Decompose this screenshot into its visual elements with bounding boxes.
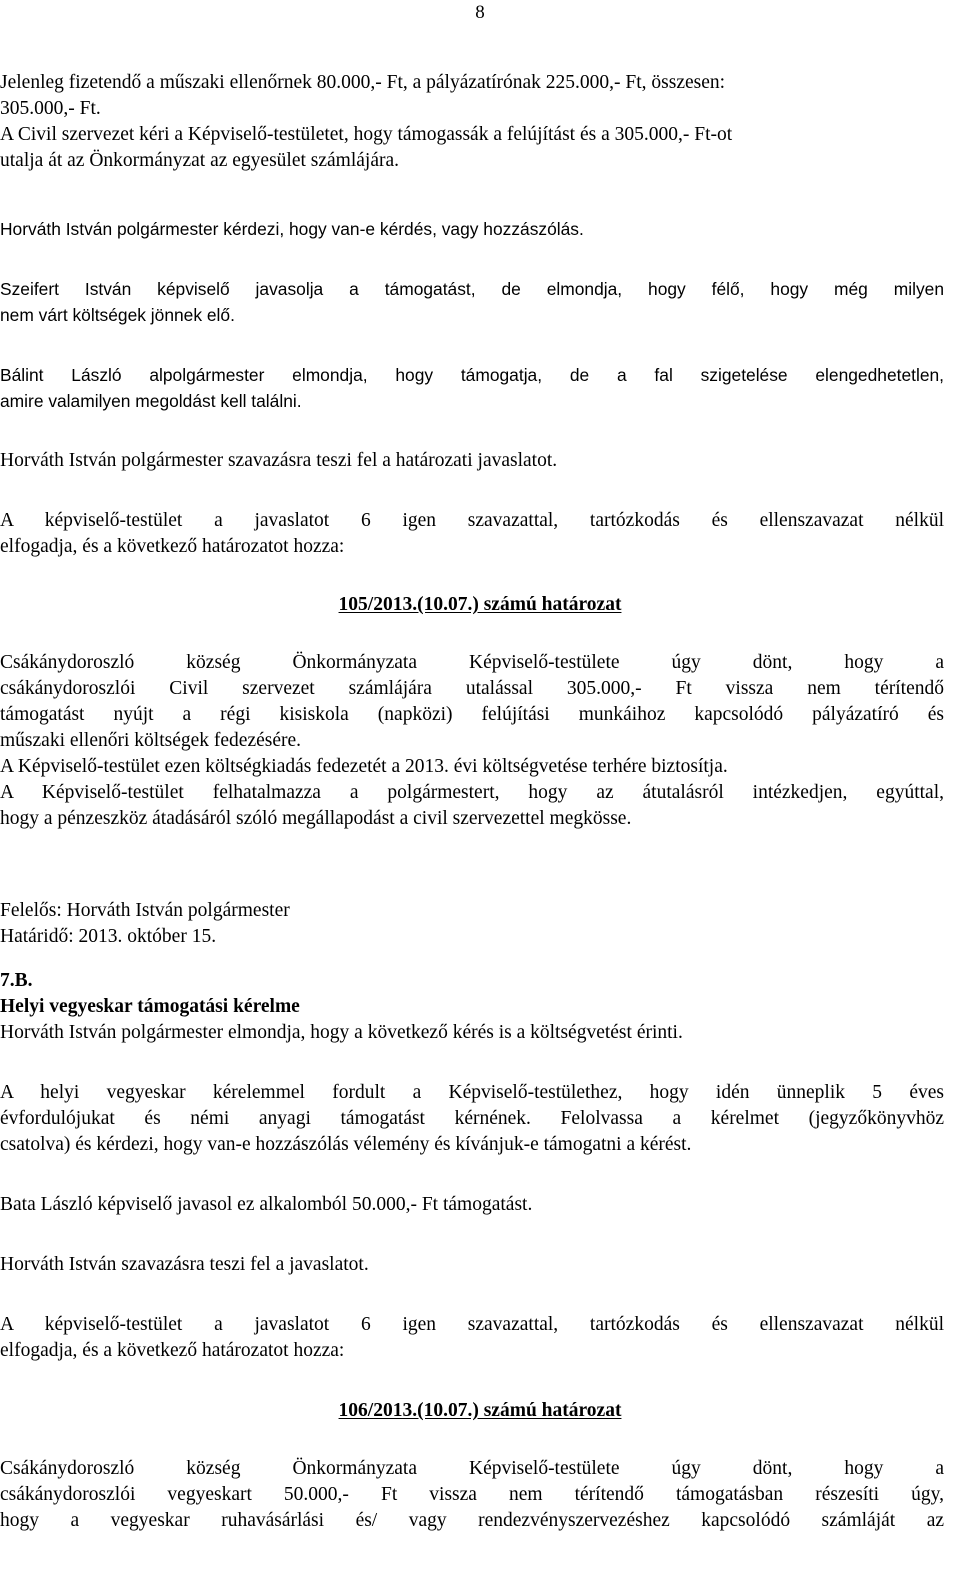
paragraph-line: támogatást nyújt a régi kisiskola (napközi) felújítási munkáihoz kapcsolódó pályázatíró és <box>0 704 944 725</box>
paragraph-line: elfogadja, és a következő határozatot hozza: <box>0 536 345 557</box>
paragraph-line: elfogadja, és a következő határozatot hozza: <box>0 1340 345 1361</box>
paragraph-line: hogy a pénzeszköz átadásáról szóló megállapodást a civil szervezettel megkösse. <box>0 808 632 829</box>
paragraph-line: Bata László képviselő javasol ez alkalomból 50.000,- Ft támogatást. <box>0 1194 533 1215</box>
paragraph-line: utalja át az Önkormányzat az egyesület számlájára. <box>0 150 400 171</box>
paragraph-line: 305.000,- Ft. <box>0 98 101 119</box>
paragraph-line: A Képviselő-testület felhatalmazza a polgármestert, hogy az átutalásról intézkedjen, egyúttal, <box>0 782 944 803</box>
paragraph-line: csákánydoroszlói Civil szervezet számlájára utalással 305.000,- Ft vissza nem térítendő <box>0 678 944 699</box>
paragraph-line: A Képviselő-testület ezen költségkiadás fedezetét a 2013. évi költségvetése terhére biztosítja. <box>0 756 728 777</box>
paragraph-line: A képviselő-testület a javaslatot 6 igen szavazattal, tartózkodás és ellenszavazat nélkül <box>0 1314 944 1335</box>
paragraph-line: A képviselő-testület a javaslatot 6 igen szavazattal, tartózkodás és ellenszavazat nélkül <box>0 510 944 531</box>
paragraph-line: csákánydoroszlói vegyeskart 50.000,- Ft vissza nem térítendő támogatásban részesíti úgy, <box>0 1484 944 1505</box>
paragraph-line: Jelenleg fizetendő a műszaki ellenőrnek 80.000,- Ft, a pályázatírónak 225.000,- Ft, összesen: <box>0 72 726 93</box>
paragraph-line: nem várt költségek jönnek elő. <box>0 305 235 325</box>
paragraph-line: amire valamilyen megoldást kell találni. <box>0 391 302 411</box>
paragraph-line: Csákánydoroszló község Önkormányzata Képviselő-testülete úgy dönt, hogy a <box>0 652 944 673</box>
paragraph-line: Bálint László alpolgármester elmondja, hogy támogatja, de a fal szigetelése elengedhetetlen, <box>0 365 944 385</box>
paragraph-line: Szeifert István képviselő javasolja a támogatást, de elmondja, hogy félő, hogy még milyen <box>0 279 944 299</box>
paragraph-line: Horváth István polgármester kérdezi, hogy van-e kérdés, vagy hozzászólás. <box>0 219 584 239</box>
section-heading: Helyi vegyeskar támogatási kérelme <box>0 996 300 1017</box>
paragraph-line: Csákánydoroszló község Önkormányzata Képviselő-testülete úgy dönt, hogy a <box>0 1458 944 1479</box>
paragraph-line: A Civil szervezet kéri a Képviselő-testületet, hogy támogassák a felújítást és a 305.000,- Ft-ot <box>0 124 733 145</box>
resolution-title: 106/2013.(10.07.) számú határozat <box>338 1400 622 1421</box>
responsible-line: Felelős: Horváth István polgármester <box>0 900 290 921</box>
paragraph-line: Horváth István polgármester szavazásra teszi fel a határozati javaslatot. <box>0 450 558 471</box>
paragraph-line: A helyi vegyeskar kérelemmel fordult a Képviselő-testülethez, hogy idén ünneplik 5 éves <box>0 1082 944 1103</box>
paragraph-line: Horváth István szavazásra teszi fel a javaslatot. <box>0 1254 369 1275</box>
deadline-line: Határidő: 2013. október 15. <box>0 926 217 947</box>
paragraph-line: műszaki ellenőri költségek fedezésére. <box>0 730 302 751</box>
paragraph-line: Horváth István polgármester elmondja, hogy a következő kérés is a költségvetést érinti. <box>0 1022 683 1043</box>
paragraph-line: évfordulójukat és némi anyagi támogatást kérnének. Felolvassa a kérelmet (jegyzőkönyvhöz <box>0 1108 944 1129</box>
section-number: 7.B. <box>0 970 33 991</box>
resolution-title: 105/2013.(10.07.) számú határozat <box>338 594 622 615</box>
page-number: 8 <box>475 2 485 23</box>
paragraph-line: hogy a vegyeskar ruhavásárlási és/ vagy rendezvényszervezéshez kapcsolódó számláját az <box>0 1510 944 1531</box>
paragraph-line: csatolva) és kérdezi, hogy van-e hozzászólás vélemény és kívánjuk-e támogatni a kérést. <box>0 1134 692 1155</box>
